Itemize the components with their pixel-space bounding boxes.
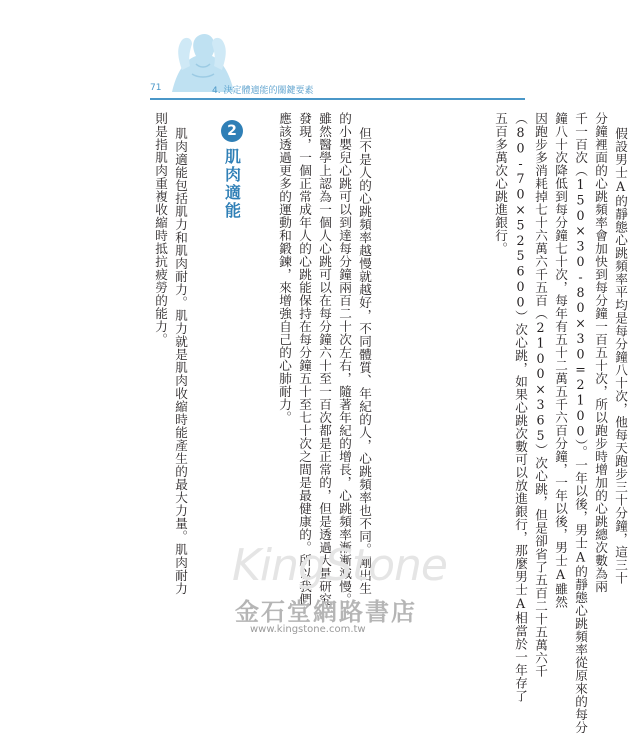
section-heading xyxy=(186,120,278,220)
text-column-13: 肌肉適能包括肌力和肌肉耐力。肌力就是肌肉收縮時能產生的最大力量。肌肉耐力 xyxy=(173,127,188,595)
text-column-12: 應該透過更多的運動和鍛鍊，來增強自己的心肺耐力。 xyxy=(277,112,292,424)
text-column-4: 鐘八十次降低到每分鐘七十次，每年有五十二萬五千六百分鐘，一年以後，男士A雖然 xyxy=(553,112,568,609)
watermark-logo: KingStone xyxy=(232,540,447,591)
text-column-10: 雖然醫學上認為一個人心跳可以在每分鐘六十至一百次都是正常的，但是透過大量研究 xyxy=(317,112,332,606)
watermark-store-name: 金石堂網路書店 xyxy=(235,597,417,626)
text-column-7: 五百多萬次心跳進銀行。 xyxy=(493,112,508,255)
section-title: 肌肉適能 xyxy=(222,148,242,220)
page-number: 71 xyxy=(150,83,162,93)
text-column-1: 假設男士A的靜態心跳頻率平均是每分鐘八十次，他每天跑步三十分鐘，這三十 xyxy=(613,127,628,585)
watermark-url: www.kingstone.com.tw xyxy=(250,624,366,635)
text-column-2: 分鐘裡面的心跳頻率會加快到每分鐘一百五十次，所以跑步時增加的心跳總次數為兩 xyxy=(593,112,608,593)
header-divider xyxy=(150,98,525,100)
text-column-5: 因跑步多消耗掉七十六萬六千五百（2100×365）次心跳，但是卻省了五百二十五萬六千 xyxy=(533,112,548,678)
text-column-11: 發現，一個正常成年人的心跳能保持在每分鐘五十至七十次之間是最健康的。所以我們 xyxy=(297,112,312,606)
text-column-3: 千一百次（150×30-80×30=2100）。一年以後，男士A的靜態心跳頻率從原來的每分 xyxy=(573,112,588,734)
text-column-14: 則是指肌肉重複收縮時抵抗疲勞的能力。 xyxy=(153,112,168,346)
text-column-6: （80-70×525600）次心跳，如果心跳次數可以放進銀行，那麼男士A相當於一年存了 xyxy=(513,112,528,703)
chapter-title: 4. 決定體適能的關鍵要素 xyxy=(212,86,314,96)
text-column-9: 的小嬰兒心跳可以到達每分鐘兩百二十次左右，隨著年紀的增長，心跳頻率漸漸減慢。 xyxy=(337,112,352,606)
text-column-8: 但不是人的心跳頻率越慢就越好，不同體質、年紀的人，心跳頻率也不同。剛出生 xyxy=(357,127,372,595)
section-number-badge: 2 xyxy=(221,120,243,142)
